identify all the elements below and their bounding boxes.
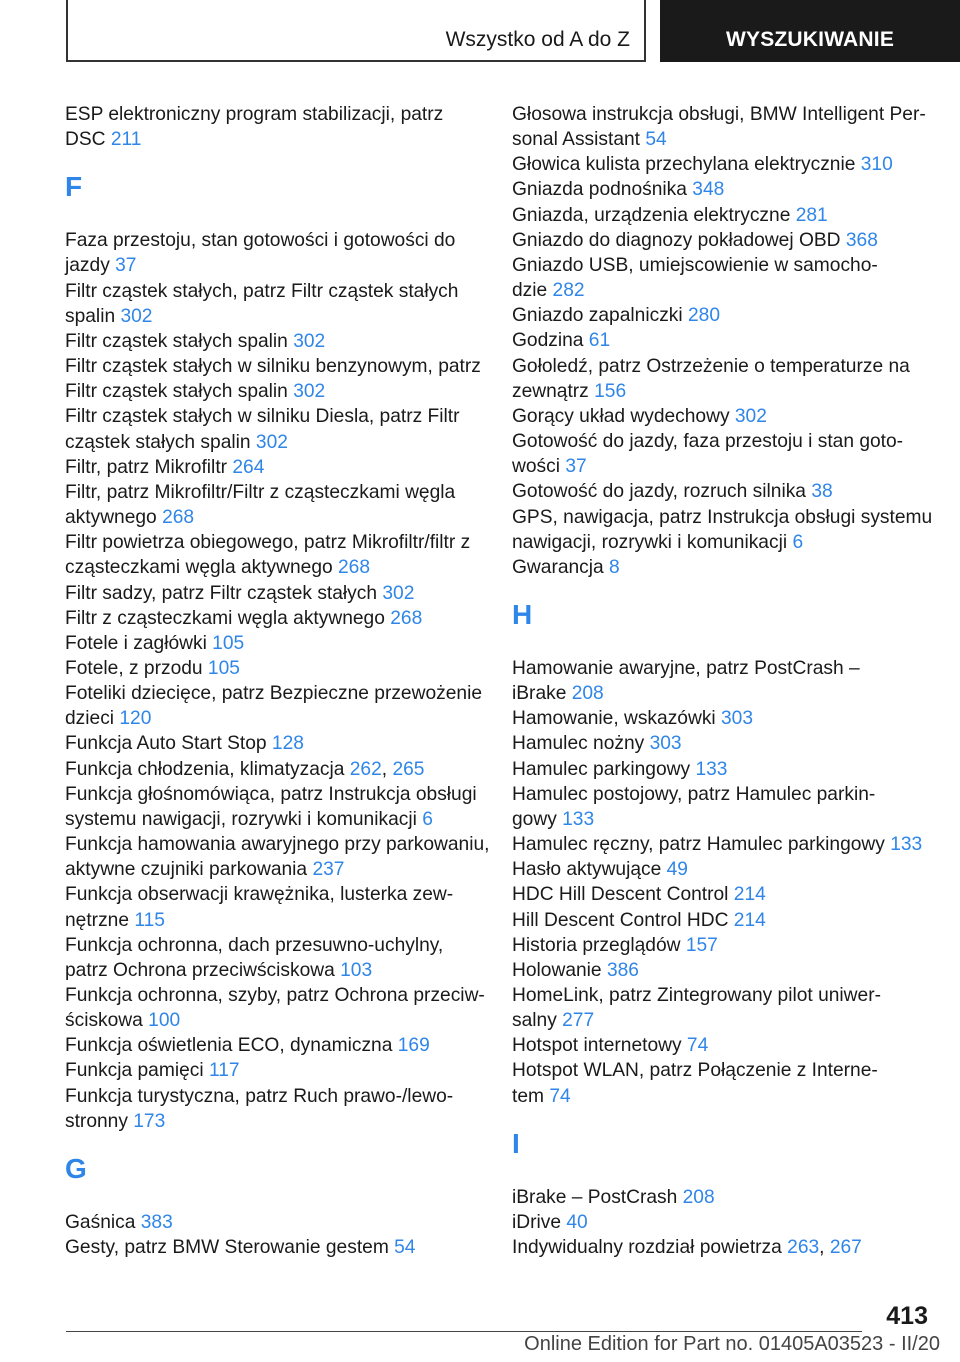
index-entry-text: dzieci xyxy=(65,708,120,730)
index-entry-text: Funkcja obserwacji krawężnika, lusterka zew- xyxy=(65,884,454,906)
index-entry-text: Faza przestoju, stan gotowości i gotowości do xyxy=(65,230,456,252)
index-entry xyxy=(65,354,483,404)
index-column-left xyxy=(65,102,490,1260)
index-entry xyxy=(512,1235,932,1260)
page-reference-link[interactable]: 208 xyxy=(682,1186,715,1208)
index-entry-line xyxy=(512,832,932,857)
index-entry xyxy=(65,656,483,681)
index-entry-line xyxy=(512,908,932,933)
index-entry-line xyxy=(512,102,932,127)
index-entry-text: Funkcja ochronna, szyby, patrz Ochrona przeciw- xyxy=(65,985,485,1006)
index-entry xyxy=(65,581,483,606)
index-entry-line xyxy=(512,1008,932,1033)
page-reference-link[interactable]: 100 xyxy=(148,1010,181,1032)
index-entry xyxy=(512,958,932,983)
index-entry-text: Indywidualny rozdział powietrza xyxy=(512,1237,788,1259)
index-entry-text: Gniazdo USB, umiejscowienie w samocho- xyxy=(512,254,878,276)
index-entry-text: Hamulec postojowy, patrz Hamulec parkin- xyxy=(512,783,876,805)
index-entry-text: Funkcja oświetlenia ECO, dynamiczna xyxy=(65,1035,398,1057)
index-entry xyxy=(65,480,483,530)
index-entry xyxy=(512,479,932,504)
index-entry xyxy=(512,102,932,152)
index-entry xyxy=(65,228,483,278)
index-entry-line xyxy=(512,555,932,580)
page-reference-link[interactable]: 368 xyxy=(845,229,878,251)
page-reference-link[interactable]: 302 xyxy=(734,405,767,427)
page-reference-link[interactable]: 103 xyxy=(340,959,373,981)
index-entry-line xyxy=(65,757,483,782)
page-reference-link[interactable]: 117 xyxy=(208,1060,240,1082)
page-reference-link[interactable]: 105 xyxy=(207,657,240,679)
index-entry-text: Hill Descent Control HDC xyxy=(512,909,734,931)
index-entry-line xyxy=(65,1210,483,1235)
index-entry-line xyxy=(65,782,483,807)
index-entry xyxy=(512,555,932,580)
page-reference-link[interactable]: 267 xyxy=(829,1237,862,1259)
index-entry-text: iBrake xyxy=(512,683,572,705)
index-entry xyxy=(512,731,932,756)
index-entry-line xyxy=(512,404,932,429)
index-entry-line xyxy=(65,480,483,505)
index-entry-text: cząsteczkami węgla aktywnego xyxy=(65,557,339,579)
index-entry xyxy=(65,631,483,656)
index-entry-line xyxy=(512,1033,932,1058)
index-entry-text: Gotowość do jazdy, faza przestoju i stan goto- xyxy=(512,431,904,453)
page-reference-link[interactable]: 348 xyxy=(692,179,725,201)
page-reference-link[interactable]: 237 xyxy=(312,859,345,881)
page-reference-link[interactable]: 208 xyxy=(571,683,604,705)
page-reference-link[interactable]: 310 xyxy=(860,154,893,176)
index-entry xyxy=(512,328,932,353)
index-entry xyxy=(65,933,483,983)
index-entry-text: Gotowość do jazdy, rozruch silnika xyxy=(512,481,812,503)
index-entry-line xyxy=(65,706,483,731)
index-entry-line xyxy=(512,127,932,152)
page-reference-link[interactable]: 120 xyxy=(119,708,152,730)
page-reference-link[interactable]: 277 xyxy=(562,1010,595,1032)
index-entry-text: Funkcja ochronna, dach przesuwno-uchylny, xyxy=(65,934,444,956)
index-entry xyxy=(65,1210,483,1235)
page-reference-link[interactable]: 303 xyxy=(649,733,682,755)
page-reference-link[interactable]: 115 xyxy=(134,909,165,931)
page-reference-link[interactable]: 74 xyxy=(549,1085,571,1107)
index-entry xyxy=(512,404,932,429)
index-entry-line xyxy=(65,102,483,127)
index-entry-text: Filtr z cząsteczkami węgla aktywnego xyxy=(65,607,391,629)
index-letter-heading: G xyxy=(65,1152,87,1184)
index-entry xyxy=(512,882,932,907)
page-reference-link[interactable]: 268 xyxy=(390,607,423,629)
footer-edition-text: Online Edition for Part no. 01405A03523 - II/20 xyxy=(524,1333,940,1355)
page-reference-link[interactable]: 61 xyxy=(588,330,611,352)
page-reference-link[interactable]: 133 xyxy=(562,808,595,830)
index-entry-line xyxy=(65,279,483,304)
page-reference-link[interactable]: 263 xyxy=(787,1237,820,1259)
footer-divider xyxy=(66,1331,862,1332)
index-entry-line xyxy=(512,983,932,1008)
index-entry-text: HDC Hill Descent Control xyxy=(512,884,734,906)
index-entry-text: aktywne czujniki parkowania xyxy=(65,859,313,881)
index-entry-line xyxy=(65,908,483,933)
page-reference-link[interactable]: 386 xyxy=(606,959,639,981)
index-entry-text: ESP elektroniczny program stabilizacji, patrz xyxy=(65,104,444,125)
index-entry-line xyxy=(512,228,932,253)
index-entry-text: Filtr sadzy, patrz Filtr cząstek stałych xyxy=(65,582,383,604)
index-entry xyxy=(65,832,490,882)
index-entry xyxy=(512,253,932,303)
index-entry xyxy=(65,1084,483,1134)
index-entry-line xyxy=(512,681,932,706)
index-entry-line xyxy=(512,656,932,681)
index-entry-line xyxy=(65,1109,483,1134)
index-entry-text: gowy xyxy=(512,808,563,830)
index-entry-text: Głosowa instrukcja obsługi, BMW Intelligent Per- xyxy=(512,104,926,125)
page-reference-link[interactable]: 157 xyxy=(685,934,718,956)
index-entry xyxy=(512,782,932,832)
index-entry-line xyxy=(512,731,932,756)
index-entry-line xyxy=(512,1084,932,1109)
index-entry-text: GPS, nawigacja, patrz Instrukcja obsługi systemu xyxy=(512,506,933,528)
index-entry-text: Historia przeglądów xyxy=(512,934,686,956)
index-entry-text: Filtr powietrza obiegowego, patrz Mikrofiltr/filtr z xyxy=(65,532,471,554)
index-entry-line xyxy=(512,706,932,731)
index-entry-text: Gniazda podnośnika xyxy=(512,179,693,201)
index-entry xyxy=(512,706,932,731)
index-entry xyxy=(512,152,932,177)
index-entry-text: DSC xyxy=(65,129,111,151)
index-entry-text: aktywnego xyxy=(65,507,163,529)
page-reference-link[interactable]: 156 xyxy=(594,380,627,402)
index-entry xyxy=(65,606,483,631)
index-entry-line xyxy=(65,1058,483,1083)
index-entry-line xyxy=(65,1084,483,1109)
index-entry-text: Filtr, patrz Mikrofiltr xyxy=(65,456,233,478)
index-entry xyxy=(512,203,932,228)
index-entry xyxy=(512,1185,932,1210)
index-entry-line xyxy=(512,1235,932,1260)
index-entry-line xyxy=(65,832,490,857)
index-entry-text: Fotele, z przodu xyxy=(65,657,208,679)
index-entry xyxy=(512,933,932,958)
index-entry-line xyxy=(65,807,483,832)
page-reference-link[interactable]: 211 xyxy=(110,129,142,151)
index-entry-text: Funkcja głośnomówiąca, patrz Instrukcja obsługi xyxy=(65,783,477,805)
index-entry-line xyxy=(512,505,932,530)
index-entry-line xyxy=(512,1210,932,1235)
index-entry-text: ściskowa xyxy=(65,1010,149,1032)
index-entry-text: Filtr cząstek stałych w silniku Diesla, patrz Filtr xyxy=(65,406,460,428)
index-entry-text: stronny xyxy=(65,1110,134,1132)
page-separator: , xyxy=(381,758,393,780)
index-entry-text: spalin xyxy=(65,305,121,327)
index-entry-text: salny xyxy=(512,1010,563,1032)
index-entry xyxy=(65,102,483,152)
index-entry xyxy=(65,1235,483,1260)
index-entry-text: Funkcja turystyczna, patrz Ruch prawo-/lewo- xyxy=(65,1085,454,1107)
index-entry-line xyxy=(65,404,483,429)
index-letter-heading: I xyxy=(512,1127,520,1159)
index-entry-text: Foteliki dziecięce, patrz Bezpieczne przewożenie xyxy=(65,683,483,705)
page-reference-link[interactable]: 302 xyxy=(255,431,288,453)
page-reference-link[interactable]: 282 xyxy=(552,280,585,302)
index-entry-line xyxy=(65,455,483,480)
index-entry-line xyxy=(512,177,932,202)
index-entry xyxy=(65,681,483,731)
index-entry xyxy=(65,757,483,782)
index-entry xyxy=(65,279,483,329)
index-entry xyxy=(512,1058,932,1108)
index-entry xyxy=(65,782,483,832)
index-entry-line xyxy=(65,1235,483,1260)
index-entry-text: Hotspot WLAN, patrz Połączenie z Interne- xyxy=(512,1060,878,1082)
index-entry xyxy=(512,354,932,404)
index-entry xyxy=(512,505,932,555)
index-entry-line xyxy=(512,958,932,983)
index-entry-text: Filtr, patrz Mikrofiltr/Filtr z cząsteczkami węgla xyxy=(65,481,456,503)
index-entry-text: Gwarancja xyxy=(512,556,610,578)
index-entry-line xyxy=(65,354,483,379)
index-entry xyxy=(512,656,932,706)
index-entry-line xyxy=(65,656,483,681)
index-entry-line xyxy=(65,631,483,656)
page-reference-link[interactable]: 169 xyxy=(397,1035,430,1057)
index-entry-line xyxy=(65,731,483,756)
index-entry xyxy=(512,757,932,782)
index-entry-line xyxy=(512,152,932,177)
page-reference-link[interactable]: 264 xyxy=(232,456,265,478)
page-reference-link[interactable]: 302 xyxy=(382,582,415,604)
index-entry-line xyxy=(512,379,932,404)
index-entry-line xyxy=(65,1033,483,1058)
index-entry xyxy=(512,177,932,202)
index-entry-text: Gorący układ wydechowy xyxy=(512,405,735,427)
index-entry-text: Godzina xyxy=(512,330,589,352)
index-entry-line xyxy=(65,958,483,983)
index-entry-line xyxy=(65,505,483,530)
index-entry-line xyxy=(65,127,483,152)
index-entry-line xyxy=(65,882,483,907)
index-entry-line xyxy=(512,429,932,454)
index-entry-text: nawigacji, rozrywki i komunikacji xyxy=(512,531,793,553)
index-entry-line xyxy=(512,933,932,958)
index-entry xyxy=(512,908,932,933)
page-number: 413 xyxy=(886,1302,928,1330)
index-entry-line xyxy=(512,278,932,303)
page-reference-link[interactable]: 383 xyxy=(140,1211,173,1233)
index-entry-line xyxy=(512,757,932,782)
index-entry-line xyxy=(512,782,932,807)
index-entry-text: Filtr cząstek stałych spalin xyxy=(65,330,294,352)
index-entry-text: sonal Assistant xyxy=(512,129,646,151)
index-entry-line xyxy=(65,329,483,354)
index-entry-text: HomeLink, patrz Zintegrowany pilot uniwer- xyxy=(512,985,881,1006)
index-entry-text: Hasło aktywujące xyxy=(512,859,667,881)
index-entry-text: zewnątrz xyxy=(512,380,595,402)
index-entry-text: Hamulec parkingowy xyxy=(512,758,696,780)
page-separator: , xyxy=(819,1237,830,1259)
index-entry-text: Funkcja Auto Start Stop xyxy=(65,733,272,755)
page-reference-link[interactable]: 49 xyxy=(666,859,688,881)
index-entry xyxy=(65,329,483,354)
index-entry-text: Filtr cząstek stałych spalin xyxy=(65,381,294,403)
page-reference-link[interactable]: 133 xyxy=(890,834,923,856)
index-entry-line xyxy=(65,304,483,329)
index-entry xyxy=(512,1033,932,1058)
index-entry-line xyxy=(512,857,932,882)
index-entry-line xyxy=(512,328,932,353)
index-entry-line xyxy=(512,479,932,504)
index-entry-line xyxy=(65,1008,483,1033)
index-entry-text: Hotspot internetowy xyxy=(512,1035,687,1057)
index-entry-text: Gaśnica xyxy=(65,1211,141,1233)
index-entry-line xyxy=(512,354,932,379)
index-entry-text: Hamulec ręczny, patrz Hamulec parkingowy xyxy=(512,834,891,856)
page-reference-link[interactable]: 265 xyxy=(392,758,425,780)
page-reference-link[interactable]: 6 xyxy=(792,531,804,553)
index-letter-heading: H xyxy=(512,598,533,630)
index-entry-text: Hamowanie, wskazówki xyxy=(512,708,722,730)
index-entry-text: dzie xyxy=(512,280,553,302)
index-entry xyxy=(65,404,483,454)
index-entry-text: iBrake – PostCrash xyxy=(512,1186,683,1208)
index-entry-line xyxy=(65,530,483,555)
index-entry-line xyxy=(65,681,483,706)
header-section-box xyxy=(66,0,646,62)
page-reference-link[interactable]: 6 xyxy=(422,808,433,830)
index-entry-line xyxy=(65,379,483,404)
index-entry-text: wości xyxy=(512,456,566,478)
index-entry-line xyxy=(65,983,483,1008)
index-entry-text: Głowica kulista przechylana elektrycznie xyxy=(512,154,861,176)
index-entry-text: patrz Ochrona przeciwściskowa xyxy=(65,959,341,981)
page-reference-link[interactable]: 38 xyxy=(811,481,833,503)
section-title: Wszystko od A do Z xyxy=(445,28,630,51)
index-entry-text: Gołoledź, patrz Ostrzeżenie o temperaturze na xyxy=(512,355,910,377)
page-reference-link[interactable]: 214 xyxy=(733,884,766,906)
page-reference-link[interactable]: 40 xyxy=(566,1211,588,1233)
index-entry-text: Funkcja hamowania awaryjnego przy parkowaniu, xyxy=(65,834,490,856)
index-entry-text: jazdy xyxy=(65,255,116,277)
index-entry-line xyxy=(512,1058,932,1083)
page-reference-link[interactable]: 37 xyxy=(565,456,587,478)
page-reference-link[interactable]: 302 xyxy=(293,330,326,352)
index-entry-line xyxy=(65,606,483,631)
index-letter-heading: F xyxy=(65,171,83,203)
index-column-right xyxy=(512,102,932,1260)
index-entry-line xyxy=(65,581,483,606)
index-entry xyxy=(65,1058,483,1083)
page-reference-link[interactable]: 54 xyxy=(645,129,667,151)
page-reference-link[interactable]: 268 xyxy=(162,507,195,529)
index-entry-line xyxy=(512,454,932,479)
search-tab[interactable] xyxy=(660,0,960,62)
page-reference-link[interactable]: 281 xyxy=(795,204,828,226)
index-entry-text: iDrive xyxy=(512,1211,567,1233)
index-entry-text: systemu nawigacji, rozrywki i komunikacji xyxy=(65,808,423,830)
index-entry-line xyxy=(512,530,932,555)
page-reference-link[interactable]: 302 xyxy=(293,381,326,403)
index-entry xyxy=(65,882,483,932)
page-reference-link[interactable]: 128 xyxy=(271,733,304,755)
index-entry xyxy=(512,429,932,479)
page-reference-link[interactable]: 105 xyxy=(212,632,245,654)
page-reference-link[interactable]: 74 xyxy=(686,1035,709,1057)
index-entry xyxy=(65,455,483,480)
index-entry xyxy=(65,983,483,1033)
index-entry xyxy=(65,1033,483,1058)
page-reference-link[interactable]: 173 xyxy=(133,1110,166,1132)
index-entry xyxy=(65,731,483,756)
search-tab-label: WYSZUKIWANIE xyxy=(725,28,895,51)
index-entry-text: Gniazdo zapalniczki xyxy=(512,305,688,327)
page-reference-link[interactable]: 133 xyxy=(695,758,728,780)
index-entry-text: Funkcja chłodzenia, klimatyzacja xyxy=(65,758,350,780)
index-entry-line xyxy=(65,430,483,455)
index-entry xyxy=(512,983,932,1033)
index-entry-line xyxy=(512,303,932,328)
index-entry-line xyxy=(65,857,483,882)
index-entry-line xyxy=(65,253,483,278)
index-entry-line xyxy=(512,882,932,907)
index-entry-text: tem xyxy=(512,1085,550,1107)
index-entry-text: Funkcja pamięci xyxy=(65,1060,209,1082)
index-entry-text: Hamowanie awaryjne, patrz PostCrash – xyxy=(512,657,860,679)
index-entry-text: Hamulec nożny xyxy=(512,733,650,755)
page-reference-link[interactable]: 302 xyxy=(120,305,153,327)
page-reference-link[interactable]: 37 xyxy=(115,255,137,277)
index-entry-line xyxy=(512,807,932,832)
index-entry xyxy=(512,857,932,882)
index-entry-text: nętrzne xyxy=(65,909,135,931)
index-entry-text: Gniazdo do diagnozy pokładowej OBD xyxy=(512,229,846,251)
page-reference-link[interactable]: 8 xyxy=(609,556,620,578)
index-entry xyxy=(512,1210,932,1235)
index-entry-line xyxy=(512,1185,932,1210)
index-entry xyxy=(65,530,483,580)
index-entry xyxy=(512,228,932,253)
page-reference-link[interactable]: 280 xyxy=(687,305,720,327)
index-entry-line xyxy=(65,228,483,253)
index-entry xyxy=(512,832,932,857)
page-reference-link[interactable]: 54 xyxy=(394,1237,416,1259)
index-entry-text: Fotele i zagłówki xyxy=(65,632,213,654)
index-entry-text: Filtr cząstek stałych w silniku benzynowym, patrz xyxy=(65,356,481,378)
index-entry-line xyxy=(512,203,932,228)
index-entry-text: Gesty, patrz BMW Sterowanie gestem xyxy=(65,1237,395,1259)
page-reference-link[interactable]: 214 xyxy=(733,909,766,931)
index-entry-text: Gniazda, urządzenia elektryczne xyxy=(512,204,796,226)
index-entry-line xyxy=(65,933,483,958)
index-entry-text: cząstek stałych spalin xyxy=(65,431,256,453)
index-entry-line xyxy=(512,253,932,278)
index-entry-line xyxy=(65,555,483,580)
index-entry-text: Filtr cząstek stałych, patrz Filtr cząstek stałych xyxy=(65,280,459,302)
page-reference-link[interactable]: 262 xyxy=(349,758,382,780)
index-entry-text: Holowanie xyxy=(512,959,607,981)
page-reference-link[interactable]: 268 xyxy=(338,557,371,579)
page-reference-link[interactable]: 303 xyxy=(721,708,754,730)
index-entry xyxy=(512,303,932,328)
